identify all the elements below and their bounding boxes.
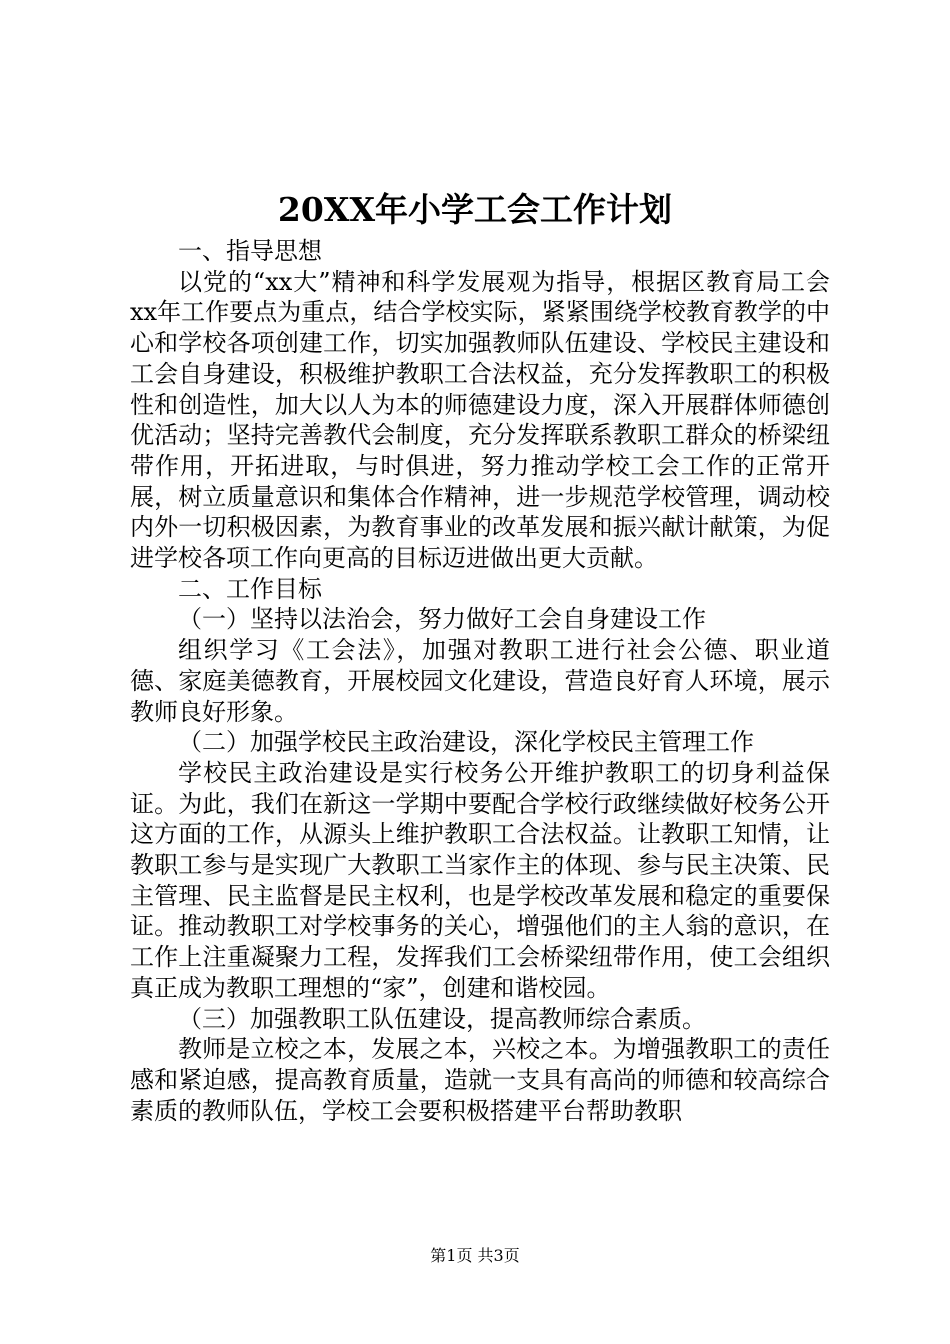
document-body: [130, 236, 830, 1126]
section-heading-guiding-thought: 一、指导思想: [178, 237, 322, 265]
subheading-3: （三）加强教职工队伍建设，提高教师综合素质。: [178, 1004, 706, 1033]
paragraph-3: 教师是立校之本，发展之本，兴校之本。为增强教职工的责任感和紧迫感，提高教育质量，造就一支具有高尚的师德和较高综合素质的教师队伍，学校工会要积极搭建平台帮助教职: [130, 1035, 830, 1125]
section-heading-work-goals: 二、工作目标: [178, 574, 322, 603]
subheading-2: （二）加强学校民主政治建设，深化学校民主管理工作: [178, 728, 754, 757]
page-number-footer: 第1页 共3页: [430, 1246, 520, 1265]
page-title: 20XX年小学工会工作计划: [277, 190, 673, 229]
paragraph-guiding-thought: 以党的“xx大”精神和科学发展观为指导，根据区教育局工会xx年工作要点为重点，结合学校实际，紧紧围绕学校教育教学的中心和学校各项创建工作，切实加强教师队伍建设、学校民主建设和工会自身建设，积极维护教职工合法权益，充分发挥教职工的积极性和创造性，加大以人为本的师德建设力度，深入开展群体师德创优活动；坚持完善教代会制度，充分发挥联系教职工群众的桥梁纽带作用，开拓进取，与时俱进，努力推动学校工会工作的正常开展，树立质量意识和集体合作精神，进一步规范学校管理，调动校内外一切积极因素，为教育事业的改革发展和振兴献计献策，为促进学校各项工作向更高的目标迈进做出更大贡献。: [130, 267, 830, 573]
paragraph-1: 组织学习《工会法》，加强对教职工进行社会公德、职业道德、家庭美德教育，开展校园文化建设，营造良好育人环境，展示教师良好形象。: [130, 636, 830, 726]
subheading-1: （一）坚持以法治会，努力做好工会自身建设工作: [178, 605, 706, 634]
paragraph-2: 学校民主政治建设是实行校务公开维护教职工的切身利益保证。为此，我们在新这一学期中要配合学校行政继续做好校务公开这方面的工作，从源头上维护教职工合法权益。让教职工知情，让教职工参与是实现广大教职工当家作主的体现、参与民主决策、民主管理、民主监督是民主权利，也是学校改革发展和稳定的重要保证。推动教职工对学校事务的关心，增强他们的主人翁的意识，在工作上注重凝聚力工程，发挥我们工会桥梁纽带作用，使工会组织真正成为教职工理想的“家”，创建和谐校园。: [130, 758, 830, 1002]
